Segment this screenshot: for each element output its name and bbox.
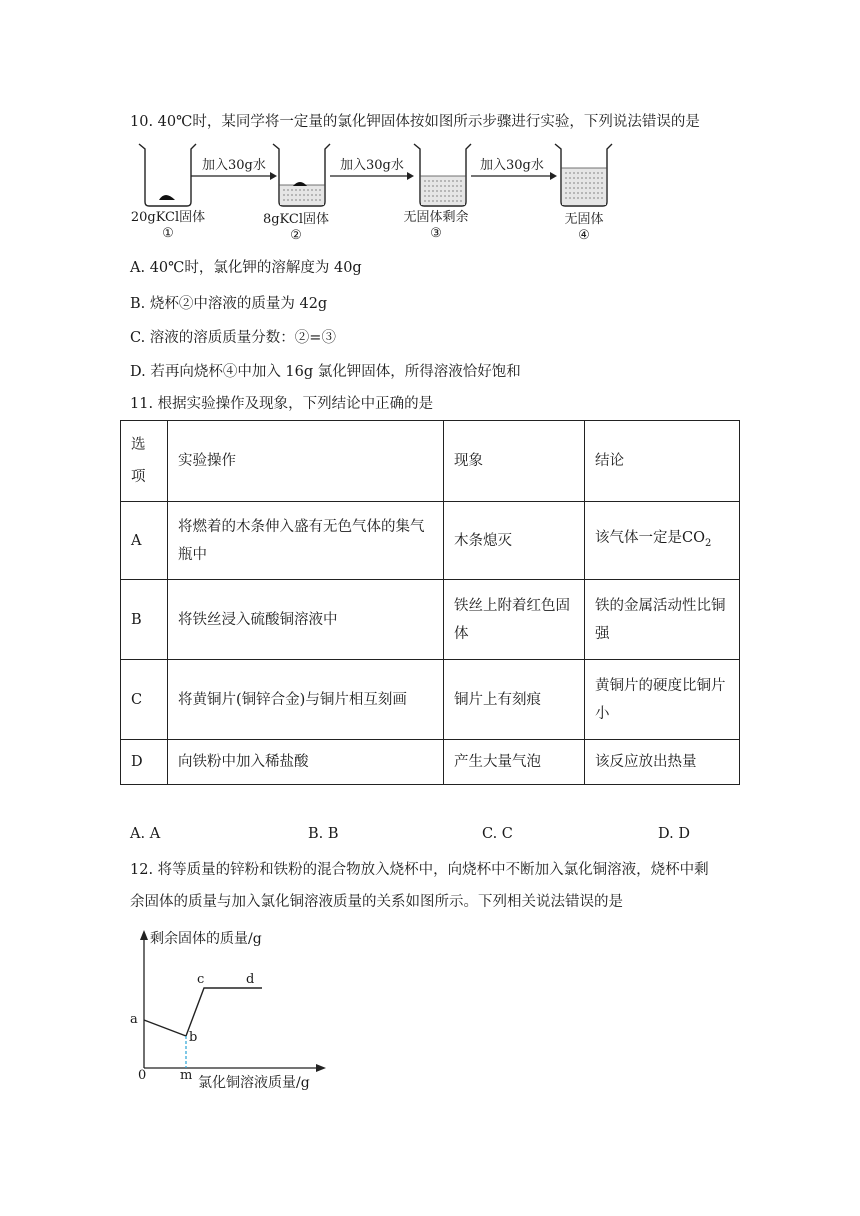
q11-choices <box>130 826 730 846</box>
arrow-3-label: 加入30g水 <box>480 158 544 173</box>
point-b-label: b <box>189 1030 198 1045</box>
beaker-2-number: ② <box>290 228 302 243</box>
graph-x-label: 氯化铜溶液质量/g <box>198 1075 310 1091</box>
header-phenomenon: 现象 <box>444 421 585 502</box>
table-header-row <box>121 421 740 502</box>
row-c-option: C <box>121 660 168 740</box>
q11-choice-b: B. B <box>308 826 339 842</box>
beaker-2-icon <box>273 144 330 206</box>
arrow-1-label: 加入30g水 <box>202 158 266 173</box>
q11-stem: 11. 根据实验操作及现象，下列结论中正确的是 <box>130 396 434 412</box>
table-row <box>121 660 740 740</box>
row-c-phenomenon: 铜片上有刻痕 <box>444 660 585 740</box>
row-a-conclusion-text: 该气体一定是CO <box>595 529 705 546</box>
point-a-label: a <box>130 1012 138 1027</box>
beaker-3-number: ③ <box>430 226 442 241</box>
beaker-1-number: ① <box>162 226 174 241</box>
row-b-option: B <box>121 580 168 660</box>
graph-curve <box>144 988 262 1036</box>
q11-table <box>120 420 740 785</box>
row-d-phenomenon: 产生大量气泡 <box>444 740 585 785</box>
arrow-2-label: 加入30g水 <box>340 158 404 173</box>
arrow-3-icon <box>471 172 557 180</box>
point-c-label: c <box>197 972 205 987</box>
q10-stem: 10. 40℃时，某同学将一定量的氯化钾固体按如图所示步骤进行实验，下列说法错误的是 <box>130 114 700 130</box>
graph-y-label: 剩余固体的质量/g <box>150 931 262 947</box>
row-b-phenomenon: 铁丝上附着红色固体 <box>444 580 585 660</box>
row-c-conclusion: 黄铜片的硬度比铜片小 <box>585 660 740 740</box>
beaker-4-caption: 无固体 <box>564 212 604 227</box>
header-option: 选项 <box>121 421 168 502</box>
beaker-1-caption: 20gKCl固体 <box>130 210 206 225</box>
beaker-3-caption: 无固体剩余 <box>403 210 469 225</box>
x-axis-arrow-icon <box>316 1064 326 1072</box>
row-d-operation: 向铁粉中加入稀盐酸 <box>168 740 444 785</box>
q12-stem-line2: 余固体的质量与加入氯化铜溶液质量的关系如图所示。下列相关说法错误的是 <box>130 894 623 910</box>
beaker-4-number: ④ <box>578 228 590 243</box>
beaker-3-icon <box>414 144 471 206</box>
q10-option-d: D. 若再向烧杯④中加入 16g 氯化钾固体，所得溶液恰好饱和 <box>130 364 521 380</box>
q11-choice-d: D. D <box>658 826 690 842</box>
row-a-conclusion <box>585 502 740 580</box>
q12-stem-line1: 12. 将等质量的锌粉和铁粉的混合物放入烧杯中，向烧杯中不断加入氯化铜溶液，烧杯中剩 <box>130 862 709 878</box>
q11-choice-c: C. C <box>482 826 513 842</box>
graph-m-label: m <box>180 1068 193 1083</box>
row-c-operation: 将黄铜片(铜锌合金)与铜片相互刻画 <box>168 660 444 740</box>
table-row <box>121 740 740 785</box>
point-d-label: d <box>246 972 255 987</box>
row-b-conclusion: 铁的金属活动性比铜强 <box>585 580 740 660</box>
y-axis-arrow-icon <box>140 930 148 940</box>
graph-origin-label: 0 <box>138 1068 147 1083</box>
q12-graph <box>120 926 360 1096</box>
q10-option-a: A. 40℃时，氯化钾的溶解度为 40g <box>130 260 362 276</box>
q10-option-c: C. 溶液的溶质质量分数：②=③ <box>130 330 336 346</box>
row-d-option: D <box>121 740 168 785</box>
row-a-conclusion-subscript: 2 <box>704 537 712 549</box>
row-a-option: A <box>121 502 168 580</box>
beaker-4-icon <box>555 144 612 206</box>
q11-choice-a: A. A <box>130 826 161 842</box>
arrow-1-icon <box>191 172 277 180</box>
row-a-phenomenon: 木条熄灭 <box>444 502 585 580</box>
header-conclusion: 结论 <box>585 421 740 502</box>
q10-option-b: B. 烧杯②中溶液的质量为 42g <box>130 296 328 312</box>
row-d-conclusion: 该反应放出热量 <box>585 740 740 785</box>
row-b-operation: 将铁丝浸入硫酸铜溶液中 <box>168 580 444 660</box>
row-a-operation: 将燃着的木条伸入盛有无色气体的集气瓶中 <box>168 502 444 580</box>
table-row <box>121 580 740 660</box>
beaker-1-icon <box>139 144 196 206</box>
table-row <box>121 502 740 580</box>
header-operation: 实验操作 <box>168 421 444 502</box>
arrow-2-icon <box>330 172 414 180</box>
beaker-2-caption: 8gKCl固体 <box>262 212 330 227</box>
